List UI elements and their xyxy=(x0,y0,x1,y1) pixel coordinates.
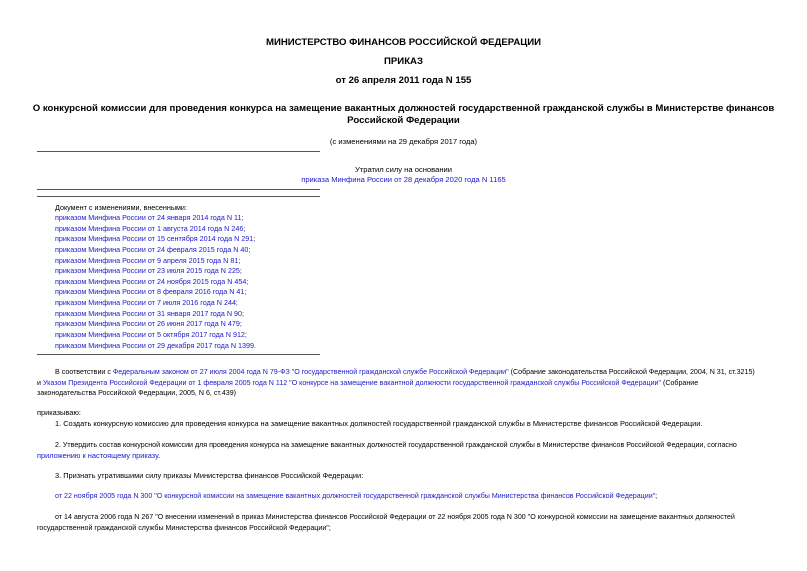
amendment-link[interactable]: приказом Минфина России от 8 февраля 2016 года N 41; xyxy=(55,287,247,297)
repeal-order-link[interactable]: приказа Минфина России от 28 декабря 2020 года N 1165 xyxy=(301,175,506,184)
repealed-order-2-line1: от 14 августа 2006 года N 267 "О внесении изменений в приказ Министерства финансов Российской Федерации от 22 ноября 2005 года N 300 "О конкурсной комиссии на замещение вакантных должностей xyxy=(55,513,735,521)
preamble-line2: и Указом Президента Российской Федерации от 1 февраля 2005 года N 112 "О конкурсе на замещение вакантной должности государственной гражданской службы Российской Федерации" (Собрание xyxy=(37,378,699,387)
orders-word: приказываю: xyxy=(37,408,81,417)
amendment-link[interactable]: приказом Минфина России от 23 июля 2015 года N 225; xyxy=(55,266,242,276)
document-title-line2: Российской Федерации xyxy=(347,115,460,126)
document-title-line1: О конкурсной комиссии для проведения конкурса на замещение вакантных должностей государственной гражданской службы в Министерстве финансов xyxy=(32,103,775,114)
changes-note: (с изменениями на 29 декабря 2017 года) xyxy=(329,137,478,146)
president-decree-link[interactable]: Указом Президента Российской Федерации от 1 февраля 2005 года N 112 "О конкурсе на замещение вакантной должности государственной гражданской службы Российской Федерации" xyxy=(42,378,662,387)
amendment-link[interactable]: приказом Минфина России от 15 сентября 2014 года N 291; xyxy=(55,234,256,244)
clause-3: 3. Признать утратившими силу приказы Министерства финансов Российской Федерации: xyxy=(55,471,364,480)
clause-2-line1: 2. Утвердить состав конкурсной комиссии для проведения конкурса на замещение вакантных должностей государственной гражданской службы в Министерстве финансов Российской Федерации, согласно xyxy=(55,441,737,449)
preamble-line3: законодательства Российской Федерации, 2005, N 6, ст.439) xyxy=(37,389,237,397)
preamble-line1: В соответствии с Федеральным законом от 27 июля 2004 года N 79-ФЗ "О государственной гражданской службе Российской Федерации" (Собрание законодательства Российской Федерации, 2004, N 31, ст.3215) xyxy=(55,368,755,376)
repealed-order-2-line2: государственной гражданской службы Министерства финансов Российской Федерации"; xyxy=(37,523,331,532)
amendment-link[interactable]: приказом Минфина России от 24 ноября 2015 года N 454; xyxy=(55,276,249,286)
divider-top xyxy=(37,151,320,152)
date-number-heading: от 26 апреля 2011 года N 155 xyxy=(335,75,472,86)
amendment-link[interactable]: приказом Минфина России от 24 февраля 2015 года N 40; xyxy=(55,244,251,254)
amendment-link[interactable]: приказом Минфина России от 24 января 2014 года N 11; xyxy=(55,213,244,222)
amendment-link[interactable]: приказом Минфина России от 29 декабря 2017 года N 1399. xyxy=(55,340,257,350)
ministry-heading: МИНИСТЕРСТВО ФИНАНСОВ РОССИЙСКОЙ ФЕДЕРАЦИИ xyxy=(265,37,542,48)
repealed-order-1: от 22 ноября 2005 года N 300 "О конкурсной комиссии на замещение вакантных должностей государственной гражданской службы Министерства финансов Российской Федерации"; xyxy=(55,492,658,500)
amendment-link[interactable]: приказом Минфина России от 26 июня 2017 года N 479; xyxy=(55,319,242,329)
amendments-heading: Документ с изменениями, внесенными: xyxy=(55,203,187,212)
amendment-link[interactable]: приказом Минфина России от 31 января 2017 года N 90; xyxy=(55,308,245,318)
federal-law-link[interactable]: Федеральным законом от 27 июля 2004 года N 79-ФЗ "О государственной гражданской службе Российской Федерации" xyxy=(112,368,509,376)
clause-2-line2: приложению к настоящему приказу. xyxy=(37,450,161,460)
status-line: Утратил силу на основании xyxy=(354,165,453,174)
appendix-link[interactable]: приложению к настоящему приказу xyxy=(37,450,159,460)
doc-type-heading: ПРИКАЗ xyxy=(384,56,423,67)
clause-1: 1. Создать конкурсную комиссию для проведения конкурса на замещение вакантных должностей государственной гражданской службы в Министерстве финансов Российской Федерации. xyxy=(55,419,703,428)
amendments-list xyxy=(55,213,256,351)
divider-status-2 xyxy=(37,196,320,197)
divider-status-1 xyxy=(37,189,320,190)
amendment-link[interactable]: приказом Минфина России от 7 июля 2016 года N 244; xyxy=(55,298,238,308)
divider-amendments xyxy=(37,354,320,355)
order-300-link[interactable]: от 22 ноября 2005 года N 300 "О конкурсной комиссии на замещение вакантных должностей государственной гражданской службы Министерства финансов Российской Федерации" xyxy=(55,492,656,500)
amendment-link[interactable]: приказом Минфина России от 5 октября 2017 года N 912; xyxy=(55,330,247,340)
amendment-link[interactable]: приказом Минфина России от 1 августа 2014 года N 246; xyxy=(55,223,246,233)
amendment-link[interactable]: приказом Минфина России от 9 апреля 2015 года N 81; xyxy=(55,255,241,265)
